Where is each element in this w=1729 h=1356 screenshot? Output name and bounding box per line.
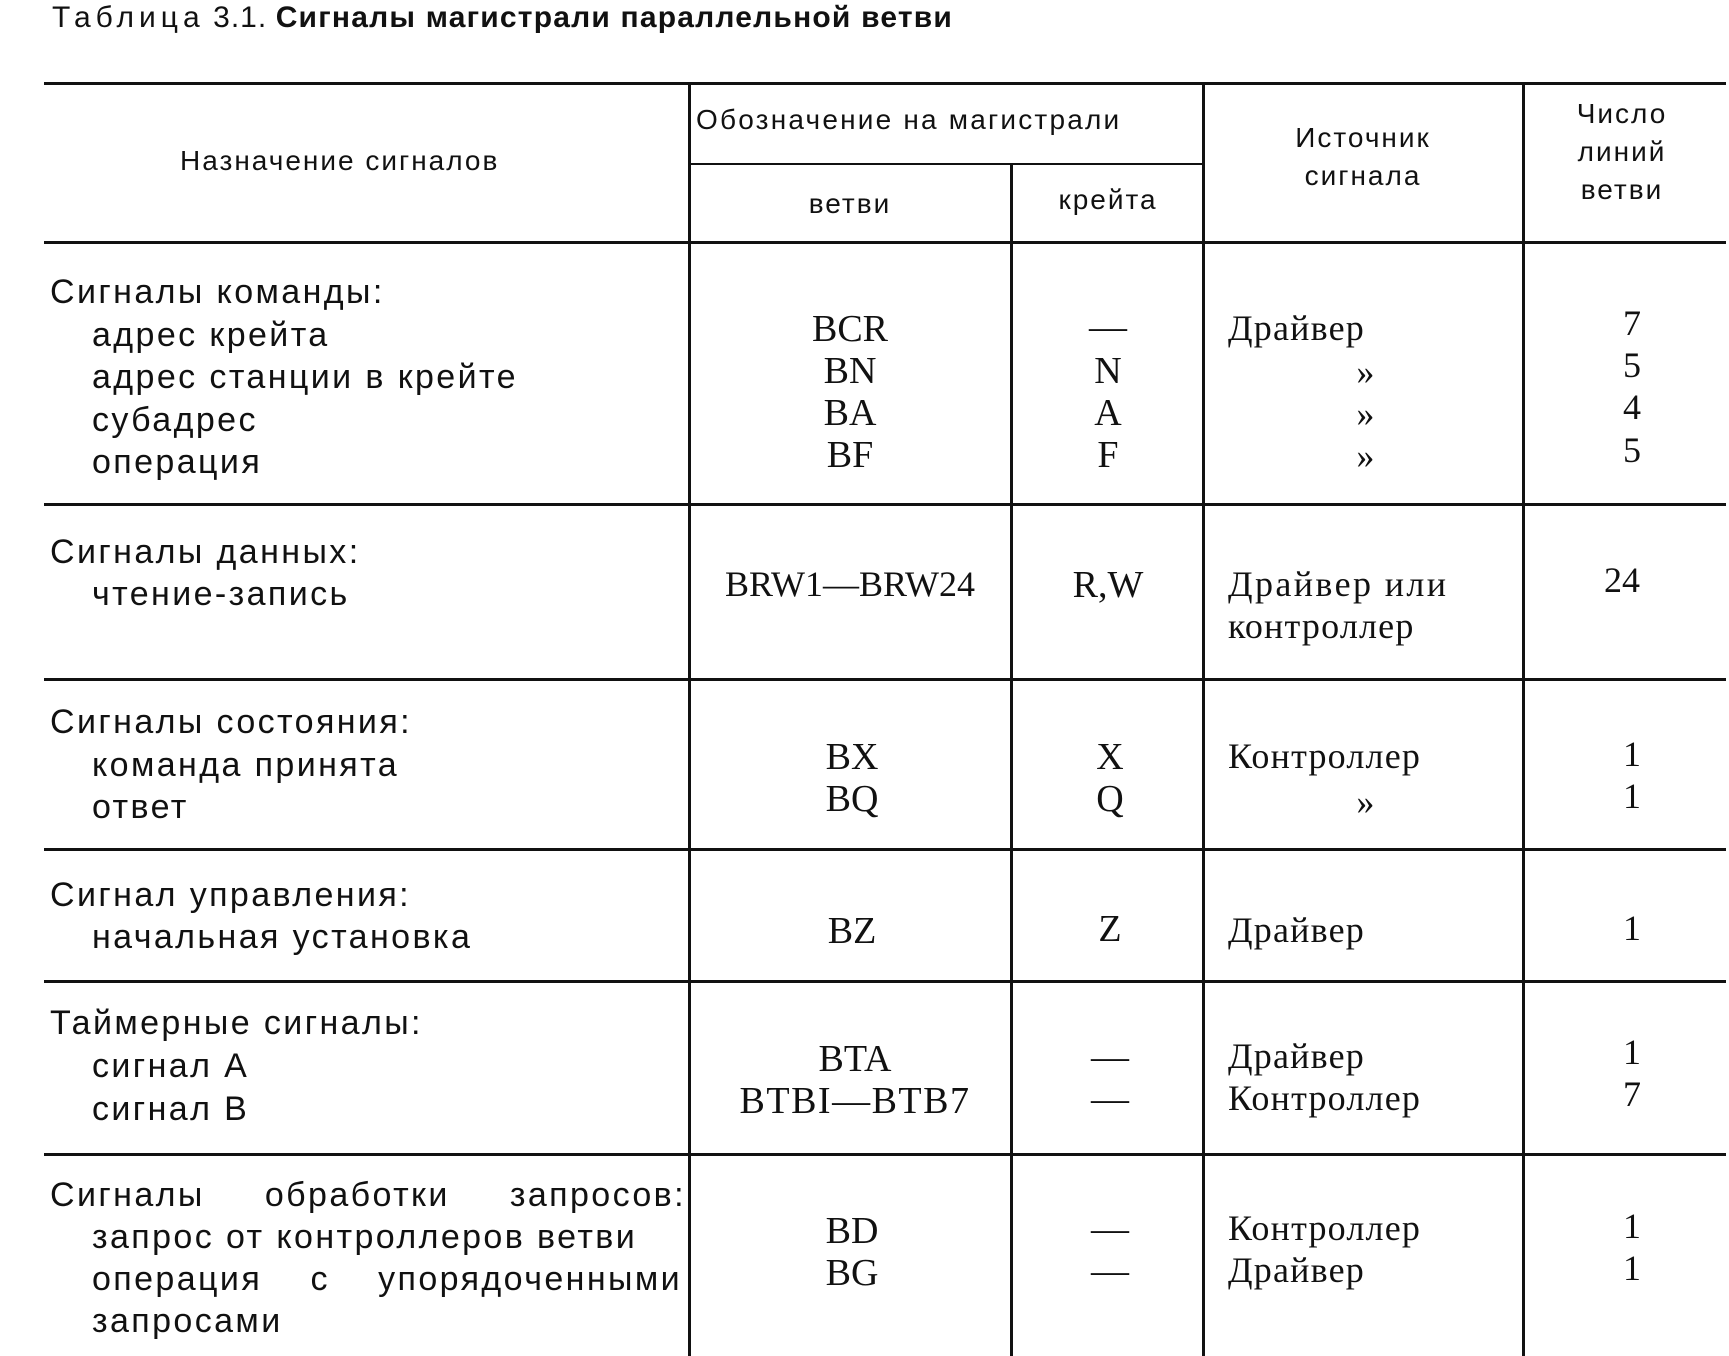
col-rule-1 [688,82,691,1356]
header-source-line2: сигнала [1304,160,1422,191]
col-rule-4 [1522,82,1525,1356]
group-title: Таймерные сигналы: [50,1004,423,1042]
row-source: Драйвер [1228,1250,1365,1290]
header-designation: Обозначение на магистрали [696,104,1122,135]
row-name: запрос от контроллеров ветви [92,1218,638,1256]
row-name: субадрес [92,401,258,439]
col-rule-3 [1202,82,1205,1356]
row-source: Драйвер [1228,308,1365,348]
rule-group-3 [44,848,1726,851]
row-count: 1 [1623,1206,1641,1246]
row-branch-code: BA [823,392,877,434]
row-count: 7 [1623,303,1641,343]
row-count: 5 [1623,345,1641,385]
header-count-line2: линий [1577,136,1667,167]
header-count-line3: ветви [1580,174,1664,205]
row-branch-code: BZ [827,910,877,952]
row-source-line2: контроллер [1228,606,1415,646]
row-name-word: упорядоченными [378,1260,682,1298]
row-crate-code: R,W [1072,564,1144,606]
row-count: 4 [1623,387,1641,427]
row-source-ditto: » [1356,782,1376,822]
row-count: 1 [1623,1248,1641,1288]
row-branch-code: BF [826,434,874,476]
rule-top [44,82,1726,85]
row-crate-code: X [1096,736,1124,778]
row-crate-code: — [1091,1250,1129,1292]
caption-lead: Таблица [52,1,205,34]
row-count: 1 [1623,908,1641,948]
header-crate: крейта [1058,184,1158,215]
caption-number: 3.1. [213,1,268,34]
row-branch-code: BTA [818,1038,892,1080]
row-name-word: с [310,1260,330,1298]
col-rule-2 [1010,163,1013,1356]
row-branch-code: BQ [825,778,879,820]
row-source-ditto: » [1356,436,1376,476]
header-source-line1: Источник [1295,122,1431,153]
row-count: 5 [1623,430,1641,470]
table-caption [52,0,953,35]
row-source: Контроллер [1228,1208,1422,1248]
row-source: Контроллер [1228,1078,1422,1118]
rule-group-2 [44,678,1726,681]
row-crate-code: — [1091,1208,1129,1250]
row-name: операция [92,443,263,481]
row-count: 7 [1623,1074,1641,1114]
group-title [50,1178,686,1212]
caption-title: Сигналы магистрали параллельной ветви [275,1,954,34]
group-title: Сигналы данных: [50,533,361,571]
row-count: 1 [1623,734,1641,774]
row-branch-code: BN [823,350,877,392]
rule-group-5 [44,1153,1726,1156]
rule-group-4 [44,980,1726,983]
row-source-ditto: » [1356,394,1376,434]
row-name: адрес крейта [92,316,330,354]
rule-designation-split [688,163,1202,165]
row-crate-code: — [1091,1036,1129,1078]
row-count: 24 [1604,560,1640,600]
row-branch-code: BG [825,1252,879,1294]
row-source: Драйвер [1228,910,1365,950]
header-branch: ветви [808,188,892,219]
row-source: Контроллер [1228,736,1422,776]
row-name: чтение-запись [92,575,350,613]
group-title: Сигналы состояния: [50,703,412,741]
row-name-word: операция [92,1260,263,1298]
row-count: 1 [1623,776,1641,816]
row-crate-code: Q [1096,778,1124,820]
row-crate-code: F [1097,434,1119,476]
header-count-line1: Число [1576,98,1668,129]
group-title-word: Сигналы [50,1176,205,1214]
row-count: 1 [1623,1032,1641,1072]
group-title: Сигнал управления: [50,876,412,914]
row-source: Драйвер [1228,1036,1365,1076]
group-title: Сигналы команды: [50,273,385,311]
group-title-word: запросов: [509,1176,686,1214]
row-branch-code: BTBI—BTB7 [739,1080,971,1122]
row-name: сигнал A [92,1047,250,1085]
rule-header-bottom [44,241,1726,244]
row-crate-code: — [1089,306,1127,348]
row-source: Драйвер или [1228,564,1449,604]
header-purpose: Назначение сигналов [180,145,500,176]
row-source-ditto: » [1356,352,1376,392]
row-branch-code: BCR [811,308,889,350]
group-title-word: обработки [264,1176,450,1214]
row-name: адрес станции в крейте [92,358,518,396]
row-crate-code: Z [1098,908,1122,950]
rule-group-1 [44,503,1726,506]
row-crate-code: A [1094,392,1122,434]
row-name: сигнал B [92,1090,250,1128]
row-crate-code: N [1094,350,1122,392]
row-name: начальная установка [92,918,473,956]
row-name-line2: запросами [92,1302,283,1340]
row-branch-code: BX [825,736,879,778]
row-name: ответ [92,788,189,826]
row-name [92,1262,682,1296]
row-branch-code: BD [825,1210,879,1252]
row-name: команда принята [92,746,400,784]
row-branch-code: BRW1—BRW24 [724,564,976,604]
row-crate-code: — [1091,1078,1129,1120]
